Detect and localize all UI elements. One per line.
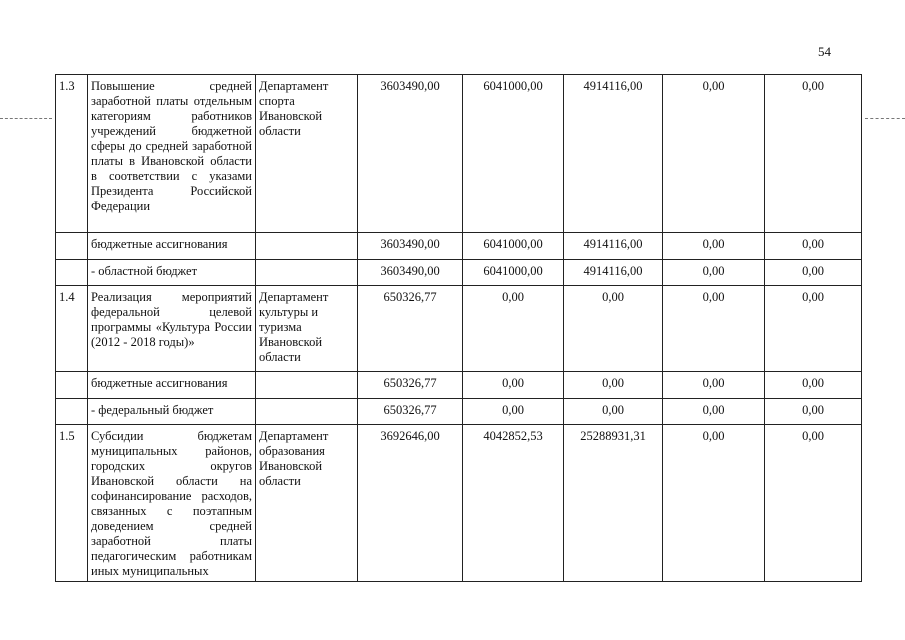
budget-table — [55, 74, 862, 582]
description-cell: бюджетные ассигнования — [88, 233, 256, 260]
table-row — [56, 75, 862, 233]
amount-cell: 0,00 — [765, 260, 862, 286]
table-row — [56, 233, 862, 260]
scan-artifact-line — [865, 118, 905, 119]
description-cell: Повышение средней заработной платы отдельным категориям работников учреждений бюджетной сферы до средней заработной платы в Ивановской области в соответствии с указами Президента Российской Федерации — [88, 75, 256, 233]
amount-cell: 0,00 — [564, 399, 663, 425]
amount-cell: 0,00 — [765, 425, 862, 582]
amount-cell: 25288931,31 — [564, 425, 663, 582]
table-row — [56, 372, 862, 399]
amount-cell: 650326,77 — [358, 286, 463, 372]
amount-cell: 0,00 — [765, 75, 862, 233]
row-number-cell — [56, 372, 88, 399]
amount-cell: 4042852,53 — [463, 425, 564, 582]
description-cell: - областной бюджет — [88, 260, 256, 286]
amount-cell: 3603490,00 — [358, 75, 463, 233]
row-number-cell — [56, 233, 88, 260]
amount-cell: 3603490,00 — [358, 233, 463, 260]
amount-cell: 6041000,00 — [463, 260, 564, 286]
amount-cell: 650326,77 — [358, 372, 463, 399]
description-cell: Реализация мероприятий федеральной целевой программы «Культура России (2012 - 2018 годы)» — [88, 286, 256, 372]
table-row — [56, 286, 862, 372]
amount-cell: 0,00 — [765, 286, 862, 372]
amount-cell: 0,00 — [663, 233, 765, 260]
amount-cell: 0,00 — [463, 399, 564, 425]
executor-cell — [256, 233, 358, 260]
page-number: 54 — [818, 44, 831, 59]
amount-cell: 3692646,00 — [358, 425, 463, 582]
amount-cell: 0,00 — [663, 260, 765, 286]
amount-cell: 0,00 — [564, 372, 663, 399]
amount-cell: 4914116,00 — [564, 233, 663, 260]
amount-cell: 3603490,00 — [358, 260, 463, 286]
executor-cell: Департамент спорта Ивановской области — [256, 75, 358, 233]
description-cell: - федеральный бюджет — [88, 399, 256, 425]
amount-cell: 0,00 — [463, 286, 564, 372]
description-cell: Субсидии бюджетам муниципальных районов, городских округов Ивановской области на софинансирование расходов, связанных с поэтапным доведением средней заработной платы педагогическим работникам иных муниципальных — [88, 425, 256, 582]
amount-cell: 0,00 — [663, 399, 765, 425]
row-number-cell: 1.4 — [56, 286, 88, 372]
amount-cell: 0,00 — [564, 286, 663, 372]
amount-cell: 0,00 — [463, 372, 564, 399]
executor-cell — [256, 260, 358, 286]
table-row — [56, 260, 862, 286]
amount-cell: 0,00 — [765, 399, 862, 425]
amount-cell: 0,00 — [663, 425, 765, 582]
amount-cell: 0,00 — [663, 75, 765, 233]
amount-cell: 6041000,00 — [463, 233, 564, 260]
description-cell: бюджетные ассигнования — [88, 372, 256, 399]
amount-cell: 0,00 — [765, 372, 862, 399]
row-number-cell: 1.5 — [56, 425, 88, 582]
table-row — [56, 399, 862, 425]
executor-cell — [256, 372, 358, 399]
row-number-cell: 1.3 — [56, 75, 88, 233]
amount-cell: 0,00 — [765, 233, 862, 260]
table-row — [56, 425, 862, 582]
amount-cell: 4914116,00 — [564, 75, 663, 233]
executor-cell: Департамент культуры и туризма Ивановской области — [256, 286, 358, 372]
executor-cell — [256, 399, 358, 425]
amount-cell: 6041000,00 — [463, 75, 564, 233]
row-number-cell — [56, 260, 88, 286]
amount-cell: 4914116,00 — [564, 260, 663, 286]
amount-cell: 650326,77 — [358, 399, 463, 425]
row-number-cell — [56, 399, 88, 425]
executor-cell: Департамент образования Ивановской области — [256, 425, 358, 582]
amount-cell: 0,00 — [663, 286, 765, 372]
amount-cell: 0,00 — [663, 372, 765, 399]
scan-artifact-line — [0, 118, 52, 119]
